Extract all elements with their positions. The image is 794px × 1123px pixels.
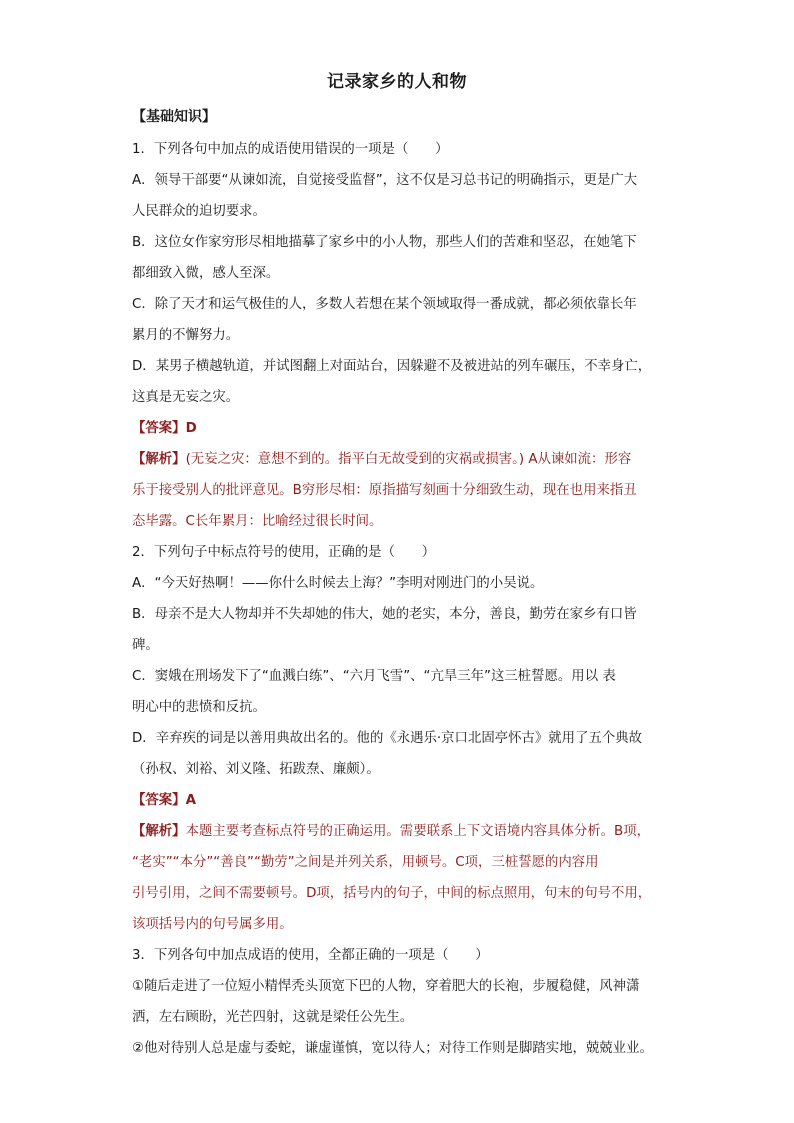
q1-analysis-cont: 乐于接受别人的批评意见。B穷形尽相：原指描写刻画十分细致生动，现在也用来指丑	[132, 483, 637, 498]
q3-sentence-1-cont: 洒，左右顾盼，光芒四射，这就是梁任公先生。	[132, 1010, 414, 1025]
q2-option-c: C．窦娥在刑场发下了“血溅白练”、“六月飞雪”、“亢旱三年”这三桩誓愿。用以 表	[132, 669, 616, 684]
q3-sentence-1: ①随后走进了一位短小精悍秃头顶宽下巴的人物，穿着肥大的长袍，步履稳健，风神潇	[132, 979, 640, 994]
q1-answer	[132, 413, 662, 444]
q2-stem: 2．下列句子中标点符号的使用，正确的是（ ）	[132, 545, 436, 560]
q1-analysis-cont: 态毕露。C长年累月：比喻经过很长时间。	[132, 514, 383, 529]
q2-option-d: D．辛弃疾的词是以善用典故出名的。他的《永遇乐·京口北固亭怀古》就用了五个典故	[132, 731, 643, 746]
analysis-tag: 【解析】	[132, 452, 186, 467]
q1-option-d-cont: 这真是无妄之灾。	[132, 390, 240, 405]
q2-option-a: A．“今天好热啊！——你什么时候去上海？”李明对刚进门的小吴说。	[132, 576, 544, 591]
answer-value: A	[185, 793, 196, 808]
q1-option-b: B．这位女作家穷形尽相地描摹了家乡中的小人物，那些人们的苦难和坚忍，在她笔下	[132, 235, 637, 250]
analysis-text: 本题主要考查标点符号的正确运用。需要联系上下文语境内容具体分析。B项，	[185, 824, 651, 839]
q1-option-b-cont: 都细致入微，感人至深。	[132, 266, 280, 281]
q3-stem: 3．下列各句中加点成语的使用，全都正确的一项是（ ）	[132, 948, 489, 963]
answer-value: D	[185, 421, 197, 436]
q2-analysis-cont: 引号引用，之间不需要顿号。D项，括号内的句子，中间的标点照用，句末的句号不用，	[132, 886, 652, 901]
q1-option-d: D．某男子横越轨道，并试图翻上对面站台，因躲避不及被进站的列车碾压，不幸身亡，	[132, 359, 652, 374]
q2-option-b-cont: 碑。	[132, 638, 159, 653]
q1-option-c-cont: 累月的不懈努力。	[132, 328, 240, 343]
q3-sentence-2: ②他对待别人总是虚与委蛇，谦虚谨慎，宽以待人；对待工作则是脚踏实地，兢兢业业。	[132, 1041, 653, 1056]
q1-option-c: C．除了天才和运气极佳的人，多数人若想在某个领域取得一番成就，都必须依靠长年	[132, 297, 637, 312]
q2-analysis-cont: 该项括号内的句号属多用。	[132, 917, 293, 932]
q2-analysis	[132, 816, 662, 847]
q1-analysis	[132, 444, 662, 475]
q1-option-a-cont: 人民群众的迫切要求。	[132, 204, 266, 219]
analysis-text: (无妄之灾：意想不到的。指平白无故受到的灾祸或损害。) A从谏如流：形容	[185, 452, 632, 467]
section-heading: 【基础知识】	[132, 109, 216, 125]
page-title: 记录家乡的人和物	[327, 72, 467, 92]
answer-tag: 【答案】	[132, 793, 186, 808]
q2-option-c-cont: 明心中的悲愤和反抗。	[132, 700, 266, 715]
q2-option-d-cont: （孙权、刘裕、刘义隆、拓跋焘、廉颇）。	[132, 762, 380, 777]
q1-stem: 1．下列各句中加点的成语使用错误的一项是（ ）	[132, 142, 449, 157]
q2-option-b: B．母亲不是大人物却并不失却她的伟大，她的老实，本分，善良，勤劳在家乡有口皆	[132, 607, 637, 622]
q1-option-a: A．领导干部要“从谏如流，自觉接受监督”，这不仅是习总书记的明确指示，更是广大	[132, 173, 638, 188]
analysis-tag: 【解析】	[132, 824, 186, 839]
answer-tag: 【答案】	[132, 421, 186, 436]
q2-answer	[132, 785, 662, 816]
q2-analysis-cont: “老实”“本分”“善良”“勤劳”之间是并列关系，用顿号。C项，三桩誓愿的内容用	[132, 855, 599, 870]
